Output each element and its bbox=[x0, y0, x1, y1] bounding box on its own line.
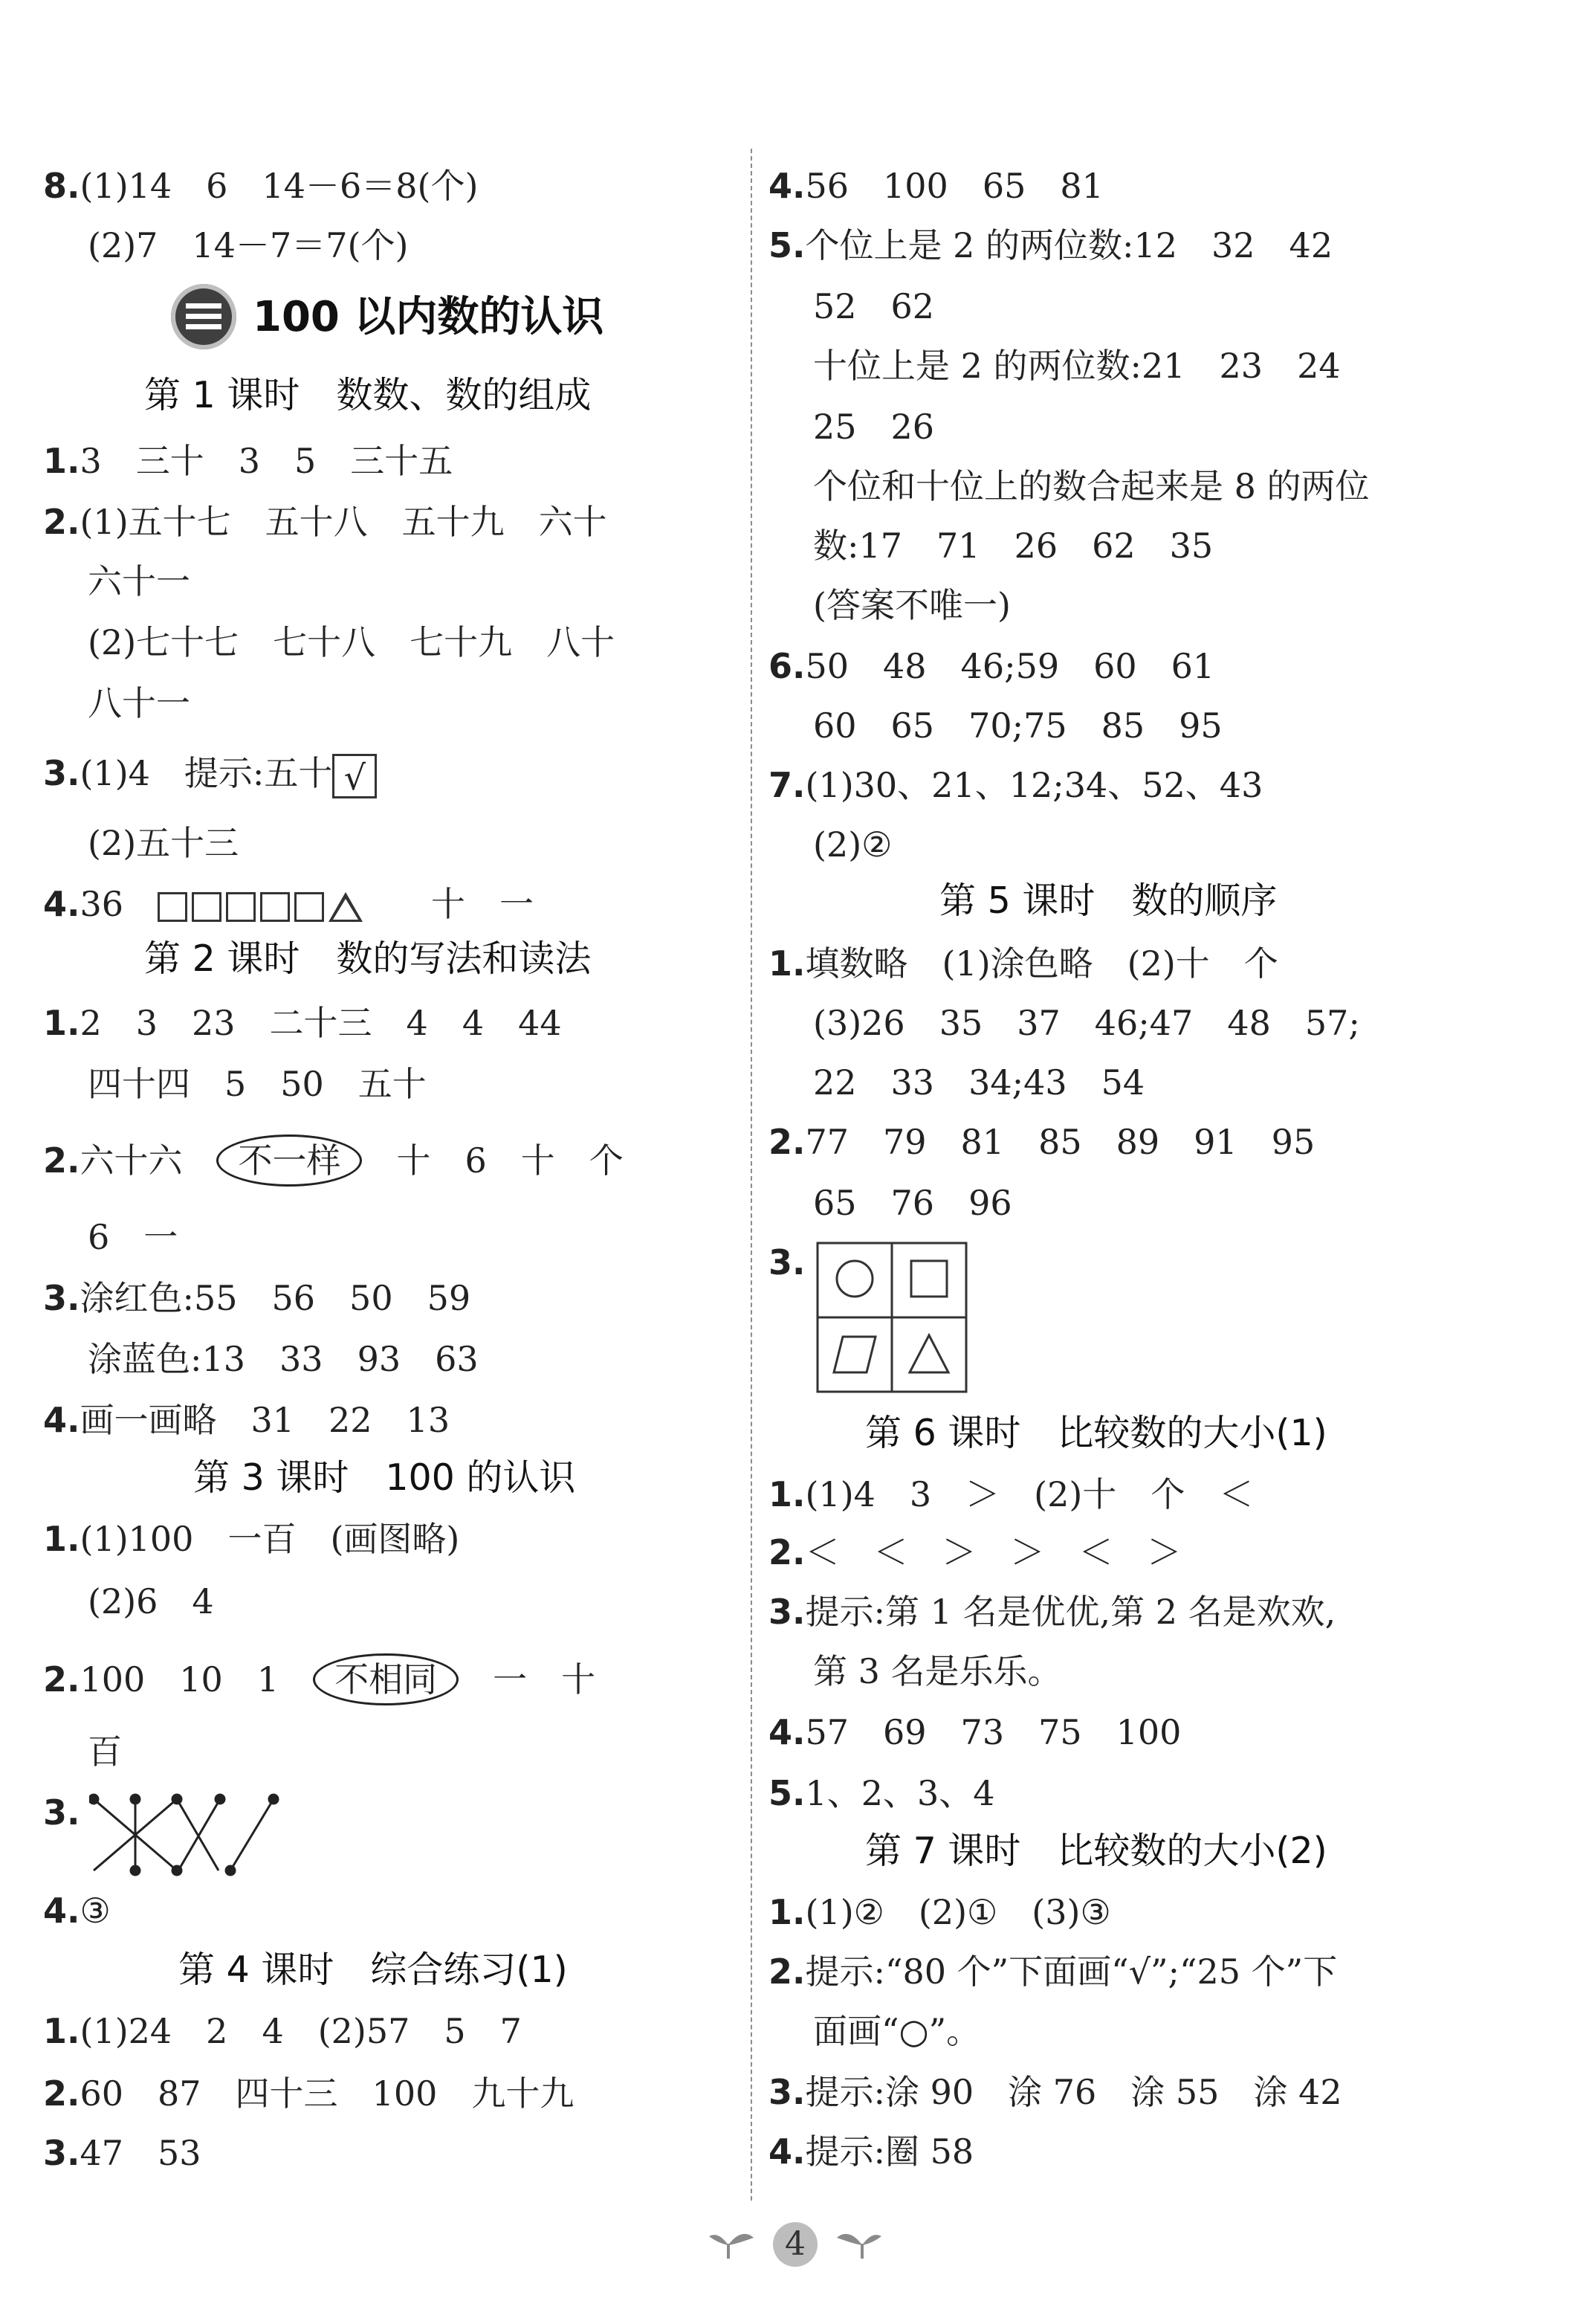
answer-line: 8.(1)14 6 14－6＝8(个) bbox=[43, 166, 479, 206]
answer-line: 涂蓝色:13 33 93 63 bbox=[88, 1339, 479, 1379]
answer-line: 3. bbox=[43, 1792, 80, 1833]
unit-badge-icon bbox=[171, 284, 236, 349]
match-dot bbox=[131, 1866, 140, 1875]
answer-line: 6 一 bbox=[88, 1217, 178, 1257]
answer-line: 2.(1)五十七 五十八 五十九 六十 bbox=[43, 502, 607, 542]
lesson-title: 第 3 课时 100 的认识 bbox=[193, 1456, 576, 1499]
answer-line: 数:17 71 26 62 35 bbox=[813, 526, 1214, 566]
answer-line: 65 76 96 bbox=[813, 1183, 1012, 1223]
answer-line: (2)6 4 bbox=[88, 1581, 214, 1621]
answer-line: 1.(1)100 一百 (画图略) bbox=[43, 1519, 460, 1559]
answer-line: 4.56 100 65 81 bbox=[768, 166, 1104, 206]
answer-line: 2.＜ ＜ ＞ ＞ ＜ ＞ bbox=[768, 1532, 1182, 1572]
answer-line: 1.2 3 23 二十三 4 4 44 bbox=[43, 1003, 562, 1043]
match-dot bbox=[89, 1795, 98, 1804]
square-icon bbox=[192, 892, 221, 922]
answer-line: (3)26 35 37 46;47 48 57; bbox=[813, 1003, 1360, 1043]
circled-answer: 不一样 bbox=[216, 1134, 362, 1187]
unit-title: 100 以内数的认识 bbox=[253, 293, 604, 341]
lesson-title: 第 7 课时 比较数的大小(2) bbox=[865, 1830, 1327, 1872]
answer-line: 六十一 bbox=[88, 561, 190, 601]
answer-line: 1.(1)② (2)① (3)③ bbox=[768, 1892, 1111, 1932]
answer-line: (答案不唯一) bbox=[813, 585, 1011, 625]
answer-line: (2)五十三 bbox=[88, 823, 239, 863]
square-icon bbox=[158, 892, 187, 922]
answer-line: 第 3 名是乐乐。 bbox=[813, 1651, 1062, 1691]
match-dot bbox=[172, 1866, 181, 1875]
answer-line: 1.(1)4 3 ＞ (2)十 个 ＜ bbox=[768, 1474, 1254, 1514]
lesson-title: 第 5 课时 数的顺序 bbox=[939, 879, 1278, 922]
answer-line: 百 bbox=[88, 1731, 122, 1772]
square-icon bbox=[260, 892, 290, 922]
page-number: 4 bbox=[785, 2225, 806, 2263]
answer-line: (2)② bbox=[813, 824, 893, 865]
square-icon bbox=[294, 892, 324, 922]
answer-line: 3.47 53 bbox=[43, 2133, 201, 2173]
answer-line: 4.③ bbox=[43, 1891, 111, 1931]
answer-line: (2)七十七 七十八 七十九 八十 bbox=[88, 622, 615, 662]
answer-line: 2.77 79 81 85 89 91 95 bbox=[768, 1122, 1315, 1162]
answer-line: 22 33 34;43 54 bbox=[813, 1062, 1145, 1103]
square-icon bbox=[226, 892, 256, 922]
answer-line: 6.50 48 46;59 60 61 bbox=[768, 646, 1215, 686]
answer-line: 八十一 bbox=[88, 683, 190, 723]
triangle-icon bbox=[910, 1335, 948, 1372]
answer-line: 3.提示:第 1 名是优优,第 2 名是欢欢, bbox=[768, 1592, 1336, 1632]
answer-line: 3.涂红色:55 56 50 59 bbox=[43, 1278, 471, 1318]
lesson-title: 第 6 课时 比较数的大小(1) bbox=[865, 1412, 1327, 1454]
match-dot bbox=[172, 1795, 181, 1804]
answer-line: 5.1、2、3、4 bbox=[768, 1773, 995, 1813]
match-line bbox=[230, 1799, 274, 1871]
match-dot bbox=[131, 1795, 140, 1804]
shape-grid bbox=[816, 1242, 969, 1395]
answer-line: 2.60 87 四十三 100 九十九 bbox=[43, 2073, 575, 2114]
answer-line: 3. bbox=[768, 1242, 806, 1282]
answer-line: 1.3 三十 3 5 三十五 bbox=[43, 441, 453, 481]
answer-line: 十位上是 2 的两位数:21 23 24 bbox=[813, 346, 1341, 386]
lesson-title: 第 2 课时 数的写法和读法 bbox=[144, 937, 592, 980]
square-icon bbox=[911, 1261, 947, 1297]
match-dot bbox=[269, 1795, 278, 1804]
answer-line: 4.57 69 73 75 100 bbox=[768, 1712, 1182, 1752]
answer-line: 2.提示:“80 个”下面画“√”;“25 个”下 bbox=[768, 1952, 1338, 1992]
lesson-title: 第 1 课时 数数、数的组成 bbox=[144, 374, 592, 416]
answer-line: 2.六十六 不一样 十 6 十 个 bbox=[43, 1134, 624, 1179]
answer-line: 52 62 bbox=[813, 286, 935, 326]
answer-line: 4.36 十 一 bbox=[43, 884, 534, 924]
answer-line: 1.(1)24 2 4 (2)57 5 7 bbox=[43, 2011, 522, 2051]
answer-line: 面画“○”。 bbox=[813, 2011, 981, 2051]
answer-line: 7.(1)30、21、12;34、52、43 bbox=[768, 765, 1263, 805]
answer-line: 1.填数略 (1)涂色略 (2)十 个 bbox=[768, 943, 1278, 984]
parallelogram-icon bbox=[834, 1337, 876, 1372]
answer-line: (2)7 14－7＝7(个) bbox=[88, 225, 409, 265]
answer-line: 5.个位上是 2 的两位数:12 32 42 bbox=[768, 225, 1333, 265]
answer-line: 3.提示:涂 90 涂 76 涂 55 涂 42 bbox=[768, 2072, 1342, 2112]
answer-line: 25 26 bbox=[813, 407, 935, 447]
circle-icon bbox=[837, 1261, 873, 1297]
match-dot bbox=[216, 1795, 224, 1804]
triangle-icon bbox=[329, 892, 363, 922]
answer-line: 4.提示:圈 58 bbox=[768, 2131, 974, 2172]
check-box: √ bbox=[332, 754, 377, 798]
match-line bbox=[178, 1799, 220, 1871]
answer-line: 3.(1)4 提示:五十 √ bbox=[43, 751, 377, 795]
answer-line: 个位和十位上的数合起来是 8 的两位 bbox=[813, 466, 1370, 506]
matching-diagram bbox=[89, 1792, 327, 1881]
answer-line: 4.画一画略 31 22 13 bbox=[43, 1400, 450, 1440]
page-footer bbox=[699, 2218, 892, 2270]
circled-answer: 不相同 bbox=[313, 1653, 459, 1705]
match-line bbox=[177, 1799, 219, 1871]
answer-line: 2.100 10 1 不相同 一 十 bbox=[43, 1653, 595, 1698]
column-divider bbox=[751, 149, 752, 2201]
answer-line: 60 65 70;75 85 95 bbox=[813, 706, 1223, 746]
match-dot bbox=[226, 1866, 235, 1875]
answer-line: 四十四 5 50 五十 bbox=[88, 1064, 427, 1104]
lesson-title: 第 4 课时 综合练习(1) bbox=[178, 1949, 568, 1991]
